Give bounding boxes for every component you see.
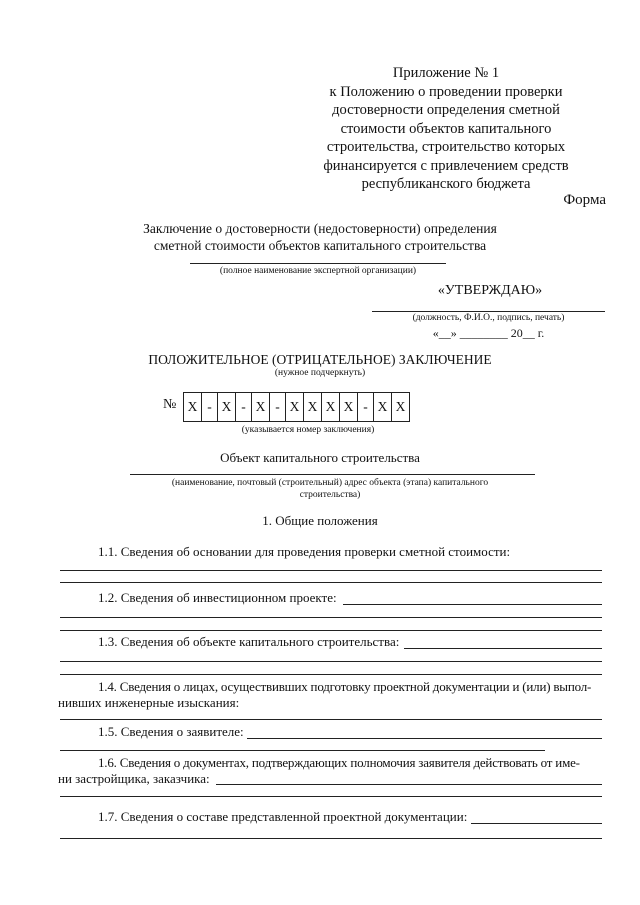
item-1-5: 1.5. Сведения о заявителе:: [98, 724, 244, 739]
fill-line[interactable]: [247, 738, 602, 739]
approve-date[interactable]: «__» ________ 20__ г.: [432, 326, 545, 340]
number-cell[interactable]: Х: [252, 393, 270, 421]
number-cell[interactable]: Х: [218, 393, 236, 421]
fill-line[interactable]: [60, 661, 602, 662]
appendix-header: [296, 64, 596, 194]
item-1-1: 1.1. Сведения об основании для проведения проверки сметной стоимости:: [98, 544, 511, 559]
item-1-3: 1.3. Сведения об объекте капитального строительства:: [98, 634, 400, 649]
section-title: 1. Общие положения: [262, 513, 378, 528]
item-1-2: 1.2. Сведения об инвестиционном проекте:: [98, 590, 337, 605]
number-caption: (указывается номер заключения): [241, 425, 375, 435]
fill-line[interactable]: [60, 617, 602, 618]
fill-line[interactable]: [60, 582, 602, 583]
form-label: Форма: [563, 192, 606, 208]
fill-line[interactable]: [404, 648, 602, 649]
number-cell[interactable]: Х: [322, 393, 340, 421]
appendix-line: к Положению о проведении проверки: [329, 83, 563, 100]
fill-line[interactable]: [60, 750, 545, 751]
appendix-line: достоверности определения сметной: [332, 102, 560, 118]
conclusion-number-boxes[interactable]: [183, 392, 410, 422]
fill-line[interactable]: [60, 838, 602, 839]
fill-line[interactable]: [60, 674, 602, 675]
number-cell[interactable]: Х: [286, 393, 304, 421]
number-separator: -: [358, 393, 374, 421]
number-cell[interactable]: Х: [340, 393, 358, 421]
number-cell[interactable]: Х: [184, 393, 202, 421]
conclusion-hint: (нужное подчеркнуть): [274, 368, 366, 378]
object-caption-line: строительства): [299, 490, 361, 500]
object-title: Объект капитального строительства: [220, 450, 420, 465]
appendix-line: финансируется с привлечением средств: [323, 157, 569, 174]
appendix-line: Приложение № 1: [392, 65, 500, 81]
number-separator: -: [236, 393, 252, 421]
item-1-7: 1.7. Сведения о составе представленной проектной документации:: [98, 809, 468, 824]
item-1-4: 1.4. Сведения о лицах, осуществивших подготовку проектной документации и (или) выпол-: [98, 679, 592, 694]
org-caption: (полное наименование экспертной организации): [219, 266, 417, 276]
appendix-line: стоимости объектов капитального: [340, 120, 552, 137]
conclusion-title: ПОЛОЖИТЕЛЬНОЕ (ОТРИЦАТЕЛЬНОЕ) ЗАКЛЮЧЕНИЕ: [148, 352, 492, 367]
item-1-6: 1.6. Сведения о документах, подтверждающих полномочия заявителя действовать от име-: [98, 755, 580, 770]
number-separator: -: [202, 393, 218, 421]
approve-signature-line[interactable]: [372, 311, 605, 312]
item-1-6-cont: ни застройщика, заказчика:: [58, 771, 210, 786]
fill-line[interactable]: [216, 784, 602, 785]
document-title: [100, 220, 540, 254]
fill-line[interactable]: [60, 719, 602, 720]
fill-line[interactable]: [343, 604, 602, 605]
number-sign: №: [163, 397, 177, 412]
number-cell[interactable]: Х: [304, 393, 322, 421]
fill-line[interactable]: [60, 570, 602, 571]
fill-line[interactable]: [471, 823, 602, 824]
fill-line[interactable]: [60, 796, 602, 797]
number-cell[interactable]: Х: [374, 393, 392, 421]
object-caption-line: (наименование, почтовый (строительный) адрес объекта (этапа) капитального: [171, 478, 489, 488]
org-name-line[interactable]: [190, 263, 446, 264]
object-caption: [110, 477, 550, 501]
object-name-line[interactable]: [130, 474, 535, 475]
appendix-line: республиканского бюджета: [361, 176, 531, 192]
approve-label: «УТВЕРЖДАЮ»: [437, 283, 543, 298]
number-separator: -: [270, 393, 286, 421]
fill-line[interactable]: [60, 630, 602, 631]
appendix-line: строительства, строительство которых: [326, 139, 566, 155]
document-title-line: сметной стоимости объектов капитального строительства: [153, 238, 487, 253]
approve-caption: (должность, Ф.И.О., подпись, печать): [412, 313, 565, 323]
item-1-4-cont: нивших инженерные изыскания:: [58, 695, 240, 710]
number-cell[interactable]: Х: [395, 399, 406, 414]
document-title-line: Заключение о достоверности (недостоверности) определения: [143, 221, 497, 236]
